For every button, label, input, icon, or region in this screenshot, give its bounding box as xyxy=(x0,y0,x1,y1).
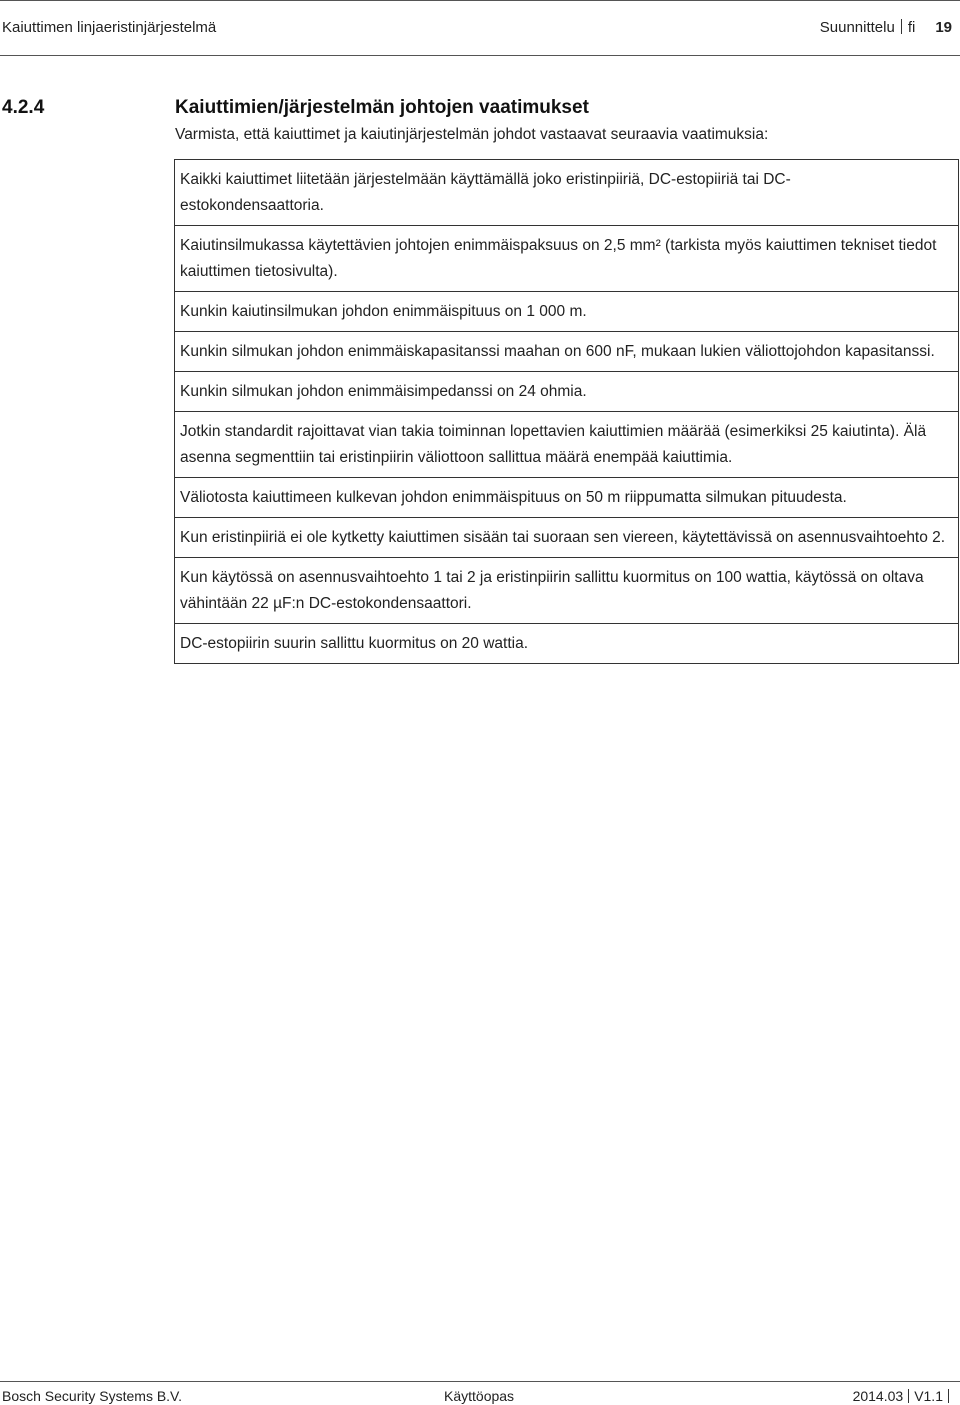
footer-edition xyxy=(853,1388,954,1404)
footer-company: Bosch Security Systems B.V. xyxy=(2,1388,182,1404)
footer-separator xyxy=(948,1389,949,1403)
table-row xyxy=(175,518,959,558)
table-row xyxy=(175,226,959,292)
table-row xyxy=(175,624,959,664)
header-meta xyxy=(820,19,952,36)
requirement-cell: Jotkin standardit rajoittavat vian takia toiminnan lopettavien kaiuttimien määrää (esimerkiksi 25 kaiutinta). Älä asenna segmenttiin tai eristinpiirin väliottoon sallittua määrä enempää kaiuttimia. xyxy=(175,412,959,478)
chapter-label: Suunnittelu xyxy=(819,19,895,36)
table-row xyxy=(175,372,959,412)
requirement-cell: Kunkin silmukan johdon enimmäisimpedanssi on 24 ohmia. xyxy=(175,372,959,412)
requirement-cell: Kun eristinpiiriä ei ole kytketty kaiuttimen sisään tai suoraan sen viereen, käytettävissä on asennusvaihtoehto 2. xyxy=(175,518,959,558)
requirement-cell: Kaiutinsilmukassa käytettävien johtojen enimmäispaksuus on 2,5 mm² (tarkista myös kaiuttimen tekniset tiedot kaiuttimen tietosivulta). xyxy=(175,226,959,292)
requirement-cell: Kunkin silmukan johdon enimmäiskapasitanssi maahan on 600 nF, mukaan lukien väliottojohdon kapasitanssi. xyxy=(175,332,959,372)
section-number: 4.2.4 xyxy=(2,97,45,118)
footer-version: V1.1 xyxy=(914,1388,943,1404)
language-code: fi xyxy=(907,19,916,36)
requirement-cell: Kaikki kaiuttimet liitetään järjestelmään käyttämällä joko eristinpiiriä, DC-estopiiriä tai DC- estokondensaattoria. xyxy=(175,160,959,226)
table-row xyxy=(175,332,959,372)
footer-separator xyxy=(908,1389,909,1403)
footer-document-type: Käyttöopas xyxy=(444,1388,515,1404)
requirements-table xyxy=(174,159,959,664)
page-number: 19 xyxy=(935,19,952,36)
section-title: Kaiuttimien/järjestelmän johtojen vaatimukset xyxy=(175,97,589,118)
header-separator xyxy=(901,19,902,34)
table-row xyxy=(175,160,959,226)
table-row xyxy=(175,558,959,624)
section-intro: Varmista, että kaiuttimet ja kaiutinjärjestelmän johdot vastaavat seuraavia vaatimuksia: xyxy=(175,126,769,143)
table-row xyxy=(175,478,959,518)
footer-rule xyxy=(0,1381,960,1382)
table-row xyxy=(175,292,959,332)
header-bottom-rule xyxy=(0,55,960,56)
requirement-cell: Kunkin kaiutinsilmukan johdon enimmäispituus on 1 000 m. xyxy=(175,292,959,332)
requirement-cell: Kun käytössä on asennusvaihtoehto 1 tai 2 ja eristinpiirin sallittu kuormitus on 100 wattia, käytössä on oltava vähintään 22 µF:n DC-estokondensaattori. xyxy=(175,558,959,624)
table-row xyxy=(175,412,959,478)
requirement-cell: Väliotosta kaiuttimeen kulkevan johdon enimmäispituus on 50 m riippumatta silmukan pituudesta. xyxy=(175,478,959,518)
header-top-rule xyxy=(0,0,960,1)
requirement-cell: DC-estopiirin suurin sallittu kuormitus on 20 wattia. xyxy=(175,624,959,664)
document-title: Kaiuttimen linjaeristinjärjestelmä xyxy=(2,19,217,36)
footer-date: 2014.03 xyxy=(852,1388,904,1404)
